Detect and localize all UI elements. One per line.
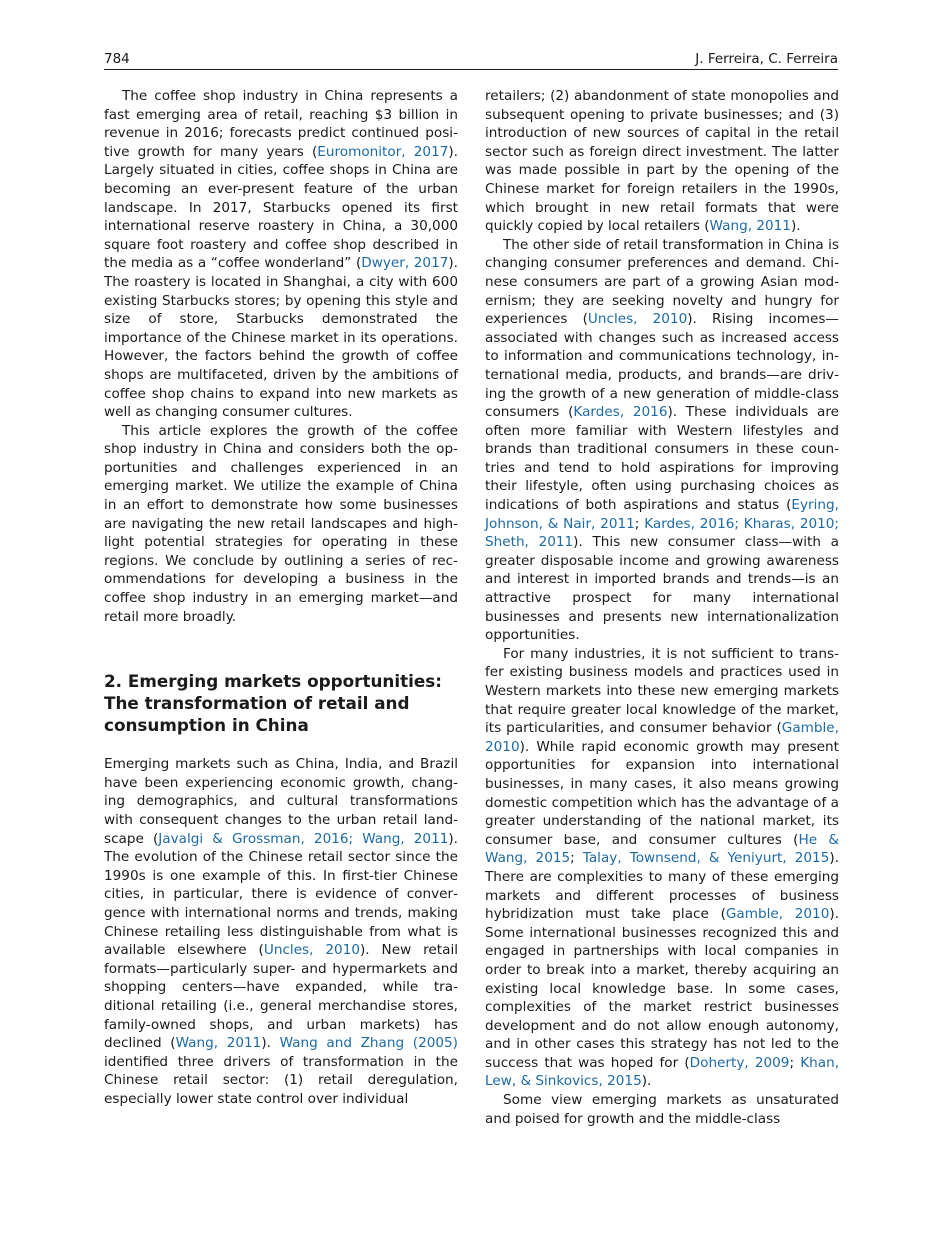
citation-link[interactable]: He & Wang, 2015 — [485, 831, 839, 867]
header-rule — [104, 69, 838, 70]
citation-link[interactable]: Doherty, 2009 — [689, 1054, 790, 1071]
citation-link[interactable]: Eyring, Johnson, & Nair, 2011 — [485, 497, 839, 532]
citation-link[interactable]: Talay, Townsend, & Yeniyurt, 2015 — [582, 850, 830, 867]
citation-link[interactable]: Dwyer, 2017 — [361, 255, 449, 272]
section-heading-line: consumption in China — [104, 715, 309, 736]
citation-link[interactable]: Javalgi & Grossman, 2016; Wang, 2011 — [158, 830, 449, 847]
intro-paragraph-2: This article explores the growth of the coffee shop industry in China and considers both the opportunities and challenges experienced in an emerging market. We utilize the example of China in an effort to demonstrate how some businesses are navigating the new retail landscapes and highlight potential strategies for operating in these regions. We conclude by outlining a series of recommendations for developing a business in the coffee shop industry in an emerging market—and retail more broadly. — [104, 422, 458, 625]
text-run: ; — [634, 515, 645, 532]
citation-link[interactable]: Gamble, 2010 — [725, 906, 830, 923]
text-run: ). This new consumer class—with a greater disposable income and growing awareness and interest in imported brands and trends—is an attractive prospect for many international businesses and presents new internationalization opportunities. — [485, 534, 839, 644]
running-authors: J. Ferreira, C. Ferreira — [695, 51, 838, 67]
text-run: ). The evolution of the Chinese retail sector since the 1990s is one example of this. In first-tier Chinese cities, in particular, there is evidence of convergence with international norms and trends, making Chinese retailing less distinguishable from what is available elsewhere ( — [104, 830, 458, 959]
citation-link[interactable]: Wang, 2011 — [709, 218, 791, 235]
right-column — [485, 87, 839, 1128]
citation-link[interactable]: Gamble, 2010 — [485, 720, 839, 755]
text-run: ). The roastery is located in Shanghai, a city with 600 existing Starbucks stores; by opening this style and size of store, Starbucks demonstrated the importance of the Chinese market in its operations. However, the factors behind the growth of coffee shops are multifaceted, driven by the ambitions of coffee shop chains to expand into new markets as well as changing consumer cultures. — [104, 255, 458, 421]
page-number: 784 — [104, 51, 130, 67]
citation-link[interactable]: Euromonitor, 2017 — [317, 143, 449, 160]
emerging-markets-paragraph: Some view emerging markets as unsaturated and poised for growth and the middle-class — [485, 1092, 839, 1127]
text-run: The coffee shop industry in China represents a fast emerging area of retail, reaching $3 billion in revenue in 2016; forecasts predict continued positive growth for many years ( — [104, 88, 458, 160]
section-spacer — [104, 626, 458, 670]
industries-paragraph — [485, 645, 839, 1091]
text-run: ). New retail formats—particularly super- and hypermarkets and shopping centers—have expanded, while traditional retailing (i.e., general merchandise stores, family-owned shops, and urban markets) has declined ( — [104, 942, 459, 1052]
citation-link[interactable]: Uncles, 2010 — [263, 942, 360, 959]
text-run: ). While rapid economic growth may present opportunities for expansion into international businesses, in many cases, it also means growing domestic competition which has the advantage of a greater understanding of the national market, its consumer base, and consumer cultures ( — [485, 738, 839, 848]
section-heading-line: The transformation of retail and — [104, 693, 410, 714]
text-run: ). These individuals are often more familiar with Western lifestyles and brands than traditional consumers in these countries and tend to hold aspirations for improving their lifestyle, often using purchasing choices as indications of both aspirations and status ( — [485, 404, 839, 514]
citation-link[interactable]: Khan, Lew, & Sinkovics, 2015 — [485, 1054, 840, 1090]
text-run: For many industries, it is not sufficient to transfer existing business models and practices used in Western markets into these new emerging markets that require greater local knowledge of the market, its particularities, and consumer behavior ( — [485, 645, 839, 737]
text-run: ). — [790, 218, 801, 235]
citation-link[interactable]: Wang, 2011 — [175, 1035, 262, 1052]
text-run: ; — [570, 850, 583, 867]
section-heading-line: 2. Emerging markets opportunities: — [104, 671, 442, 692]
section-heading — [104, 670, 458, 736]
section-spacer — [104, 736, 458, 755]
text-run: ). Largely situated in cities, coffee shops in China are becoming an ever-present feature of the urban landscape. In 2017, Starbucks opened its first international reserve roastery in China, a 30,000 square foot roastery and coffee shop described in the media as a “coffee wonderland” ( — [104, 143, 458, 272]
text-run: ). Rising incomes—associated with changes such as increased access to information and communications technology, international media, products, and brands—are driving the growth of a new generation of middle-class consumers ( — [485, 311, 839, 421]
text-run: The other side of retail transformation in China is changing consumer preferences and demand. Chinese consumers are part of a growing Asian modernism; they are seeking novelty and hungry for experiences ( — [485, 236, 839, 328]
intro-paragraph-1 — [104, 87, 458, 422]
consumer-paragraph — [485, 236, 839, 645]
running-header — [104, 50, 838, 69]
text-run: ; — [789, 1054, 801, 1071]
section-paragraph-1 — [104, 755, 458, 1108]
citation-link[interactable]: Kardes, 2016 — [573, 404, 668, 421]
text-run: ). — [641, 1073, 652, 1090]
text-run: ). Some international businesses recognized this and engaged in partnerships with local companies in order to break into a market, thereby acquiring an existing local knowledge base. In some cases, complexities of the market restrict businesses development and do not allow enough autonomy, and in other cases this strategy has not led to the success that was hoped for ( — [485, 906, 839, 1071]
text-run: identified three drivers of transformation in the Chinese retail sector: (1) retail deregulation, especially lower state control over individual — [104, 1053, 458, 1107]
text-run: ). — [261, 1035, 280, 1052]
text-run: Emerging markets such as China, India, and Brazil have been experiencing economic growth, changing demographics, and cultural transformations with consequent changes to the urban retail landscape ( — [104, 756, 458, 847]
citation-link[interactable]: Kardes, 2016; Kharas, 2010; Sheth, 2011 — [485, 515, 839, 551]
citation-link[interactable]: Wang and Zhang (2005) — [279, 1035, 458, 1052]
continued-paragraph — [485, 87, 839, 236]
left-column — [104, 87, 458, 1109]
text-run: ). There are complexities to many of these emerging markets and different processes of business hybridization must take place ( — [485, 850, 839, 923]
text-run: retailers; (2) abandonment of state monopolies and subsequent opening to private businesses; and (3) introduction of new sources of capital in the retail sector such as foreign direct investment. The latter was made possible in part by the opening of the Chinese market for foreign retailers in the 1990s, which brought in new retail formats that were quickly copied by local retailers ( — [485, 88, 839, 235]
citation-link[interactable]: Uncles, 2010 — [587, 311, 688, 328]
